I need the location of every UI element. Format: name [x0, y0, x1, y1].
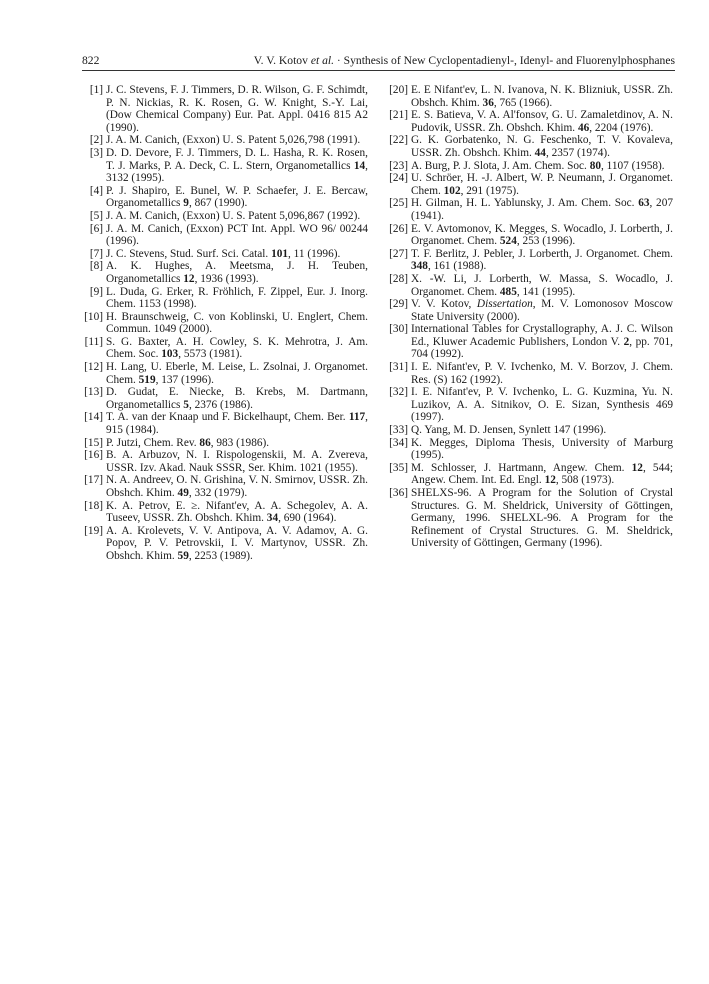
reference-item: [387, 84, 673, 109]
reference-volume: 524: [499, 235, 517, 248]
reference-text: P. Jutzi, Chem. Rev.: [106, 436, 200, 449]
reference-text: , 1107 (1958).: [600, 159, 665, 172]
reference-text: , 207 (1941).: [411, 197, 673, 222]
reference-item: [387, 424, 673, 437]
reference-item: [387, 223, 673, 248]
reference-text: , 141 (1995).: [516, 285, 576, 298]
reference-volume: 46: [577, 121, 590, 134]
reference-text: , 690 (1964).: [278, 512, 337, 525]
reference-text: K. Megges, Diploma Thesis, University of Marburg (1995).: [411, 436, 673, 462]
reference-item: [82, 248, 368, 261]
reference-text: M. Schlosser, J. Hartmann, Angew. Chem.: [411, 461, 632, 474]
reference-number: [7]: [89, 247, 103, 260]
reference-text: , 5573 (1981).: [178, 348, 243, 361]
reference-text: International Tables for Crystallography, A. J. C. Wilson Ed., Kluwer Academic Publishers, London V.: [411, 323, 673, 348]
reference-volume: 9: [183, 197, 189, 210]
reference-text: J. A. M. Canich, (Exxon) U. S. Patent 5,026,798 (1991).: [106, 134, 361, 147]
reference-number: [35]: [389, 461, 408, 474]
reference-number: [1]: [89, 84, 103, 96]
reference-text: , 161 (1988).: [427, 260, 487, 273]
reference-text: E. E Nifant'ev, L. N. Ivanova, N. K. Blizniuk, USSR. Zh. Obshch. Khim.: [411, 84, 673, 109]
reference-number: [5]: [89, 209, 103, 222]
reference-item: [387, 487, 673, 550]
reference-volume: 12: [183, 272, 195, 285]
reference-text: , pp. 701, 704 (1992).: [411, 335, 673, 361]
running-title: [254, 54, 675, 68]
reference-text: A. K. Hughes, A. Meetsma, J. H. Teuben, Organometallics: [106, 260, 368, 285]
reference-text: , 332 (1979).: [188, 487, 248, 499]
references-right-column: [387, 84, 673, 550]
page-number: 822: [82, 54, 100, 67]
reference-text: , 2204 (1976).: [589, 121, 654, 134]
reference-number: [33]: [389, 424, 408, 437]
reference-text: SHELXS-96. A Program for the Solution of Crystal Structures. G. M. Sheldrick, University of Göttingen, Germany, 1996. SHELXL-96. A Program for the Refinement of Crystal Structures. G. M. Sheldrick, University of Göttingen, Germany (1996).: [411, 487, 673, 550]
reference-item: [82, 210, 368, 223]
reference-text: L. Duda, G. Erker, R. Fröhlich, F. Zippel, Eur. J. Inorg. Chem. 1153 (1998).: [106, 285, 368, 311]
reference-text: E. V. Avtomonov, K. Megges, S. Wocadlo, J. Lorberth, J. Organomet. Chem.: [411, 222, 673, 248]
reference-item: [82, 84, 368, 134]
reference-number: [34]: [389, 436, 408, 449]
reference-number: [30]: [389, 323, 408, 336]
reference-text: , 544; Angew. Chem. Int. Ed. Engl.: [411, 461, 674, 487]
header-authors: V. V. Kotov: [253, 54, 308, 67]
reference-item: [82, 336, 368, 361]
reference-volume: 485: [499, 285, 517, 298]
reference-text: T. F. Berlitz, J. Pebler, J. Lorberth, J. Organomet. Chem.: [411, 247, 673, 260]
reference-volume: 12: [544, 474, 556, 487]
reference-volume: 519: [138, 373, 156, 386]
reference-number: [25]: [389, 197, 408, 210]
reference-item: [82, 147, 368, 185]
header-title: Synthesis of New Cyclopentadienyl-, Idenyl- and Fluorenylphosphanes: [343, 54, 675, 67]
reference-text: D. Gudat, E. Niecke, B. Krebs, M. Dartmann, Organometallics: [106, 386, 368, 411]
reference-text: J. C. Stevens, F. J. Timmers, D. R. Wilson, G. F. Schimdt, P. N. Nickias, R. K. Rosen, G. W. Knight, S.-Y. Lai, (Dow Chemical Company) Eur. Pat. Appl. 0416 815 A2 (1990).: [106, 84, 368, 134]
reference-text: , 2357 (1974).: [545, 146, 610, 159]
reference-item: [82, 474, 368, 499]
reference-number: [26]: [389, 222, 408, 235]
reference-item: [82, 525, 368, 563]
reference-text: D. D. Devore, F. J. Timmers, D. L. Hasha, R. K. Rosen, T. J. Marks, P. A. Deck, C. L. Stern, Organometallics: [106, 146, 368, 172]
reference-volume: 44: [534, 146, 546, 159]
reference-volume: 14: [353, 159, 366, 172]
reference-volume: 103: [161, 348, 179, 361]
reference-volume: 49: [177, 487, 189, 499]
reference-item: [387, 323, 673, 361]
reference-volume: 5: [183, 398, 189, 411]
reference-text: , M. V. Lomonosov Moscow State University (2000).: [411, 298, 674, 323]
reference-item: [82, 260, 368, 285]
reference-volume: 34: [266, 512, 279, 525]
reference-item: [82, 361, 368, 386]
reference-text: , 137 (1996).: [155, 373, 214, 386]
reference-number: [16]: [84, 449, 103, 462]
reference-number: [11]: [84, 335, 103, 348]
reference-number: [31]: [389, 361, 408, 374]
reference-text: J. A. M. Canich, (Exxon) U. S. Patent 5,096,867 (1992).: [106, 209, 361, 222]
reference-number: [18]: [84, 499, 103, 512]
reference-text: A. Burg, P. J. Slota, J. Am. Chem. Soc.: [411, 159, 590, 172]
reference-text: T. A. van der Knaap und F. Bickelhaupt, Chem. Ber.: [106, 411, 349, 424]
reference-number: [29]: [389, 298, 408, 311]
reference-item: [387, 361, 673, 386]
reference-volume: 59: [177, 549, 189, 562]
reference-text: S. G. Baxter, A. H. Cowley, S. K. Mehrotra, J. Am. Chem. Soc.: [106, 335, 368, 361]
reference-volume: 117: [348, 411, 366, 424]
reference-item: [387, 462, 673, 487]
reference-item: [387, 273, 673, 298]
reference-number: [23]: [389, 159, 408, 172]
reference-text: H. Braunschweig, C. von Koblinski, U. Englert, Chem. Commun. 1049 (2000).: [106, 310, 368, 336]
reference-text: , 765 (1966).: [493, 96, 553, 109]
reference-number: [3]: [89, 146, 103, 159]
reference-volume: 348: [411, 260, 428, 273]
reference-text: , 253 (1996).: [516, 235, 576, 248]
reference-number: [8]: [89, 260, 103, 273]
reference-number: [4]: [89, 184, 103, 197]
reference-number: [10]: [84, 310, 103, 323]
reference-number: [19]: [84, 524, 103, 537]
reference-text: V. V. Kotov,: [411, 298, 477, 311]
reference-item: [387, 172, 673, 197]
reference-item: [82, 134, 368, 147]
reference-item: [387, 298, 673, 323]
reference-item: [387, 160, 673, 173]
reference-text: J. A. M. Canich, (Exxon) PCT Int. Appl. WO 96/ 00244 (1996).: [106, 222, 368, 248]
reference-volume: 63: [638, 197, 650, 210]
reference-text: E. S. Batieva, V. A. Al'fonsov, G. U. Zamaletdinov, A. N. Pudovik, USSR. Zh. Obshch. Khim.: [411, 109, 673, 134]
reference-text: G. K. Gorbatenko, N. G. Feschenko, T. V. Kovaleva, USSR. Zh. Obshch. Khim.: [411, 134, 673, 159]
reference-text: , 291 (1975).: [460, 184, 519, 197]
reference-text: , 983 (1986).: [210, 436, 270, 449]
reference-number: [9]: [89, 285, 103, 298]
reference-volume: 12: [631, 461, 643, 474]
reference-text: K. A. Petrov, E. ≥. Nifant'ev, A. A. Schegolev, A. A. Tuseev, USSR. Zh. Obshch. Khim.: [106, 499, 368, 525]
reference-text: N. A. Andreev, O. N. Grishina, V. N. Smirnov, USSR. Zh. Obshch. Khim.: [106, 474, 368, 499]
reference-number: [13]: [84, 386, 103, 399]
reference-number: [15]: [84, 436, 103, 449]
reference-number: [2]: [89, 134, 103, 147]
reference-item: [82, 185, 368, 210]
reference-text: A. A. Krolevets, V. V. Antipova, A. V. Adamov, A. G. Popov, P. V. Petrovskii, I. V. Martynov, USSR. Zh. Obshch. Khim.: [106, 524, 368, 562]
reference-text: H. Lang, U. Eberle, M. Leise, L. Zsolnai, J. Organomet. Chem.: [106, 361, 368, 386]
reference-item: [82, 311, 368, 336]
reference-text: , 1936 (1993).: [194, 272, 259, 285]
reference-text: B. A. Arbuzov, N. I. Rispologenskii, M. A. Zvereva, USSR. Izv. Akad. Nauk SSSR, Ser. Khim. 1021 (1955).: [106, 449, 368, 474]
reference-text: H. Gilman, H. L. Yablunsky, J. Am. Chem. Soc.: [411, 197, 639, 210]
reference-text: Q. Yang, M. D. Jensen, Synlett 147 (1996).: [411, 424, 607, 437]
reference-item: [387, 248, 673, 273]
reference-item: [82, 411, 368, 436]
reference-text: , 2376 (1986).: [188, 398, 253, 411]
reference-number: [14]: [84, 411, 103, 424]
reference-text: , 915 (1984).: [106, 411, 368, 437]
reference-number: [21]: [389, 109, 408, 122]
reference-number: [12]: [84, 361, 103, 374]
reference-text: I. E. Nifant'ev, P. V. Ivchenko, L. G. Kuzmina, Yu. N. Luzikov, A. A. Sitnikov, O. E. Sizan, Synthesis 469 (1997).: [411, 386, 673, 424]
reference-item: [82, 286, 368, 311]
reference-text: , 2253 (1989).: [188, 549, 253, 562]
reference-item: [82, 386, 368, 411]
reference-number: [17]: [84, 474, 103, 487]
reference-item: [387, 109, 673, 134]
reference-item: [387, 386, 673, 424]
reference-item: [82, 223, 368, 248]
references-left-column: [82, 84, 368, 563]
reference-text: J. C. Stevens, Stud. Surf. Sci. Catal.: [106, 247, 272, 260]
reference-number: [27]: [389, 247, 408, 260]
reference-text: X. -W. Li, J. Lorberth, W. Massa, S. Wocadlo, J. Organomet. Chem.: [411, 272, 673, 298]
reference-number: [28]: [389, 272, 408, 285]
reference-text: , 3132 (1995).: [106, 159, 368, 185]
reference-emphasis: Dissertation: [476, 298, 533, 311]
reference-text: , 11 (1996).: [288, 247, 341, 260]
reference-number: [24]: [389, 172, 408, 185]
reference-number: [20]: [389, 84, 408, 96]
header-separator: ·: [334, 54, 344, 67]
reference-volume: 102: [443, 184, 461, 197]
reference-volume: 86: [199, 436, 211, 449]
reference-text: I. E. Nifant'ev, P. V. Ivchenko, M. V. Borzov, J. Chem. Res. (S) 162 (1992).: [411, 361, 673, 386]
reference-number: [32]: [389, 386, 408, 399]
reference-item: [387, 134, 673, 159]
reference-volume: 36: [482, 96, 494, 109]
reference-text: , 867 (1990).: [188, 197, 248, 210]
running-header: [82, 54, 675, 71]
header-et-al: et al.: [310, 54, 334, 67]
reference-item: [387, 437, 673, 462]
reference-item: [82, 500, 368, 525]
reference-text: , 508 (1973).: [555, 474, 615, 487]
reference-text: P. J. Shapiro, E. Bunel, W. P. Schaefer, J. E. Bercaw, Organometallics: [106, 184, 368, 210]
reference-volume: 101: [271, 247, 289, 260]
reference-text: U. Schröer, H. -J. Albert, W. P. Neumann, J. Organomet. Chem.: [411, 172, 673, 197]
reference-volume: 80: [589, 159, 601, 172]
reference-item: [82, 449, 368, 474]
reference-number: [22]: [389, 134, 408, 147]
reference-item: [82, 437, 368, 450]
reference-number: [6]: [89, 222, 103, 235]
reference-item: [387, 197, 673, 222]
reference-number: [36]: [389, 487, 408, 499]
reference-volume: 2: [623, 335, 630, 348]
